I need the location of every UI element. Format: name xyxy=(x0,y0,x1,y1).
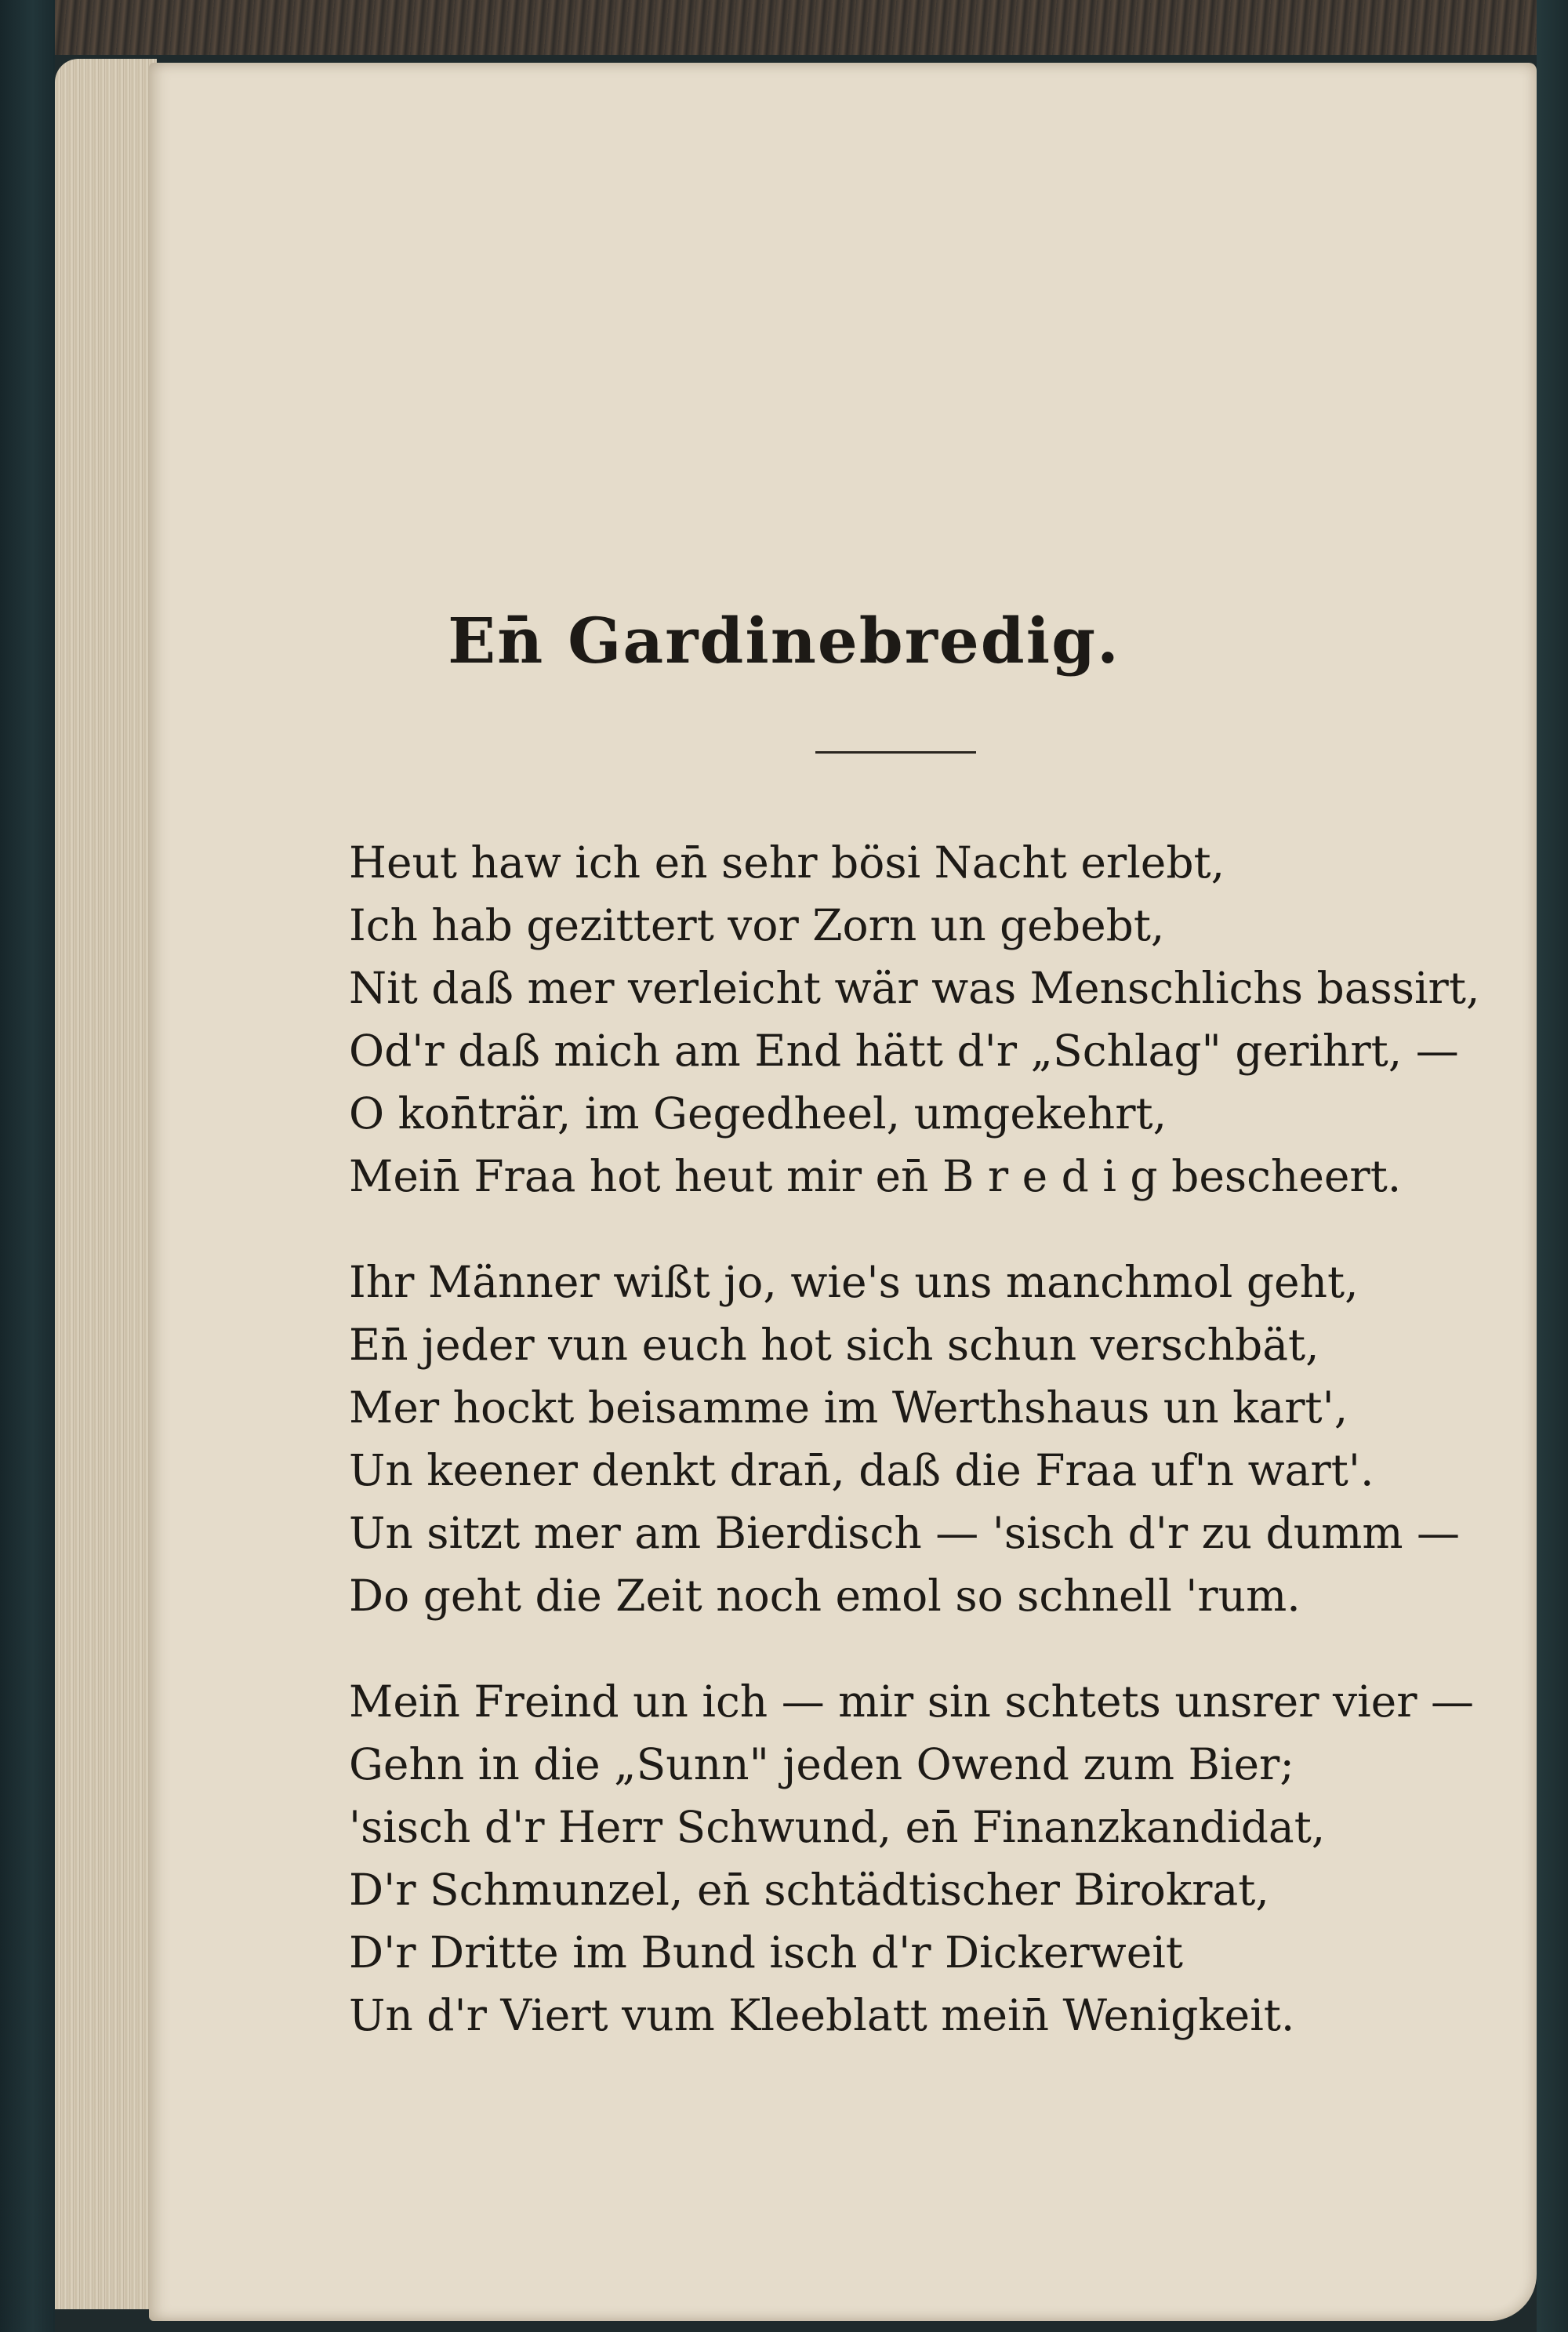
verse-line: Ihr Männer wißt jo, wie's uns manchmol geht, xyxy=(349,1257,1359,1307)
verse-line: D'r Dritte im Bund isch d'r Dickerweit xyxy=(349,1927,1183,1978)
verse-line: 'sisch d'r Herr Schwund, en̄ Finanzkandidat, xyxy=(349,1802,1326,1852)
page-stack-edges xyxy=(55,59,157,2309)
verse-line: Do geht die Zeit noch emol so schnell 'rum. xyxy=(349,1571,1301,1621)
verse-line: Gehn in die „Sunn" jeden Owend zum Bier; xyxy=(349,1739,1294,1789)
stanza-1 xyxy=(349,831,1478,1208)
title-divider xyxy=(815,751,976,754)
verse-line: En̄ jeder vun euch hot sich schun verschbät, xyxy=(349,1320,1319,1370)
book-board-top-edge xyxy=(0,0,1568,55)
stanza-2 xyxy=(349,1251,1478,1627)
verse-line: Mein̄ Fraa hot heut mir en̄ B r e d i g bescheert. xyxy=(349,1151,1402,1201)
verse-line: D'r Schmunzel, en̄ schtädtischer Birokrat, xyxy=(349,1865,1269,1915)
verse-line: Mein̄ Freind un ich — mir sin schtets unsrer vier — xyxy=(349,1676,1474,1727)
verse-line: Un d'r Viert vum Kleeblatt mein̄ Wenigkeit. xyxy=(349,1990,1295,2040)
verse-line: O kon̄trär, im Gegedheel, umgekehrt, xyxy=(349,1088,1167,1139)
verse-line: Nit daß mer verleicht wär was Menschlichs bassirt, xyxy=(349,963,1480,1013)
poem-title: En̄ Gardinebredig. xyxy=(448,604,1120,677)
verse-line: Od'r daß mich am End hätt d'r „Schlag" gerihrt, — xyxy=(349,1026,1459,1076)
verse-line: Un keener denkt dran̄, daß die Fraa uf'n wart'. xyxy=(349,1445,1374,1495)
verse-line: Ich hab gezittert vor Zorn un gebebt, xyxy=(349,900,1165,950)
book-cover-left xyxy=(0,0,55,2332)
stanza-3 xyxy=(349,1670,1478,2047)
verse-line: Heut haw ich en̄ sehr bösi Nacht erlebt, xyxy=(349,837,1225,888)
verse-line: Mer hockt beisamme im Werthshaus un kart', xyxy=(349,1382,1348,1433)
verse-line: Un sitzt mer am Bierdisch — 'sisch d'r zu dumm — xyxy=(349,1508,1460,1558)
book-cover-right xyxy=(1537,0,1568,2332)
